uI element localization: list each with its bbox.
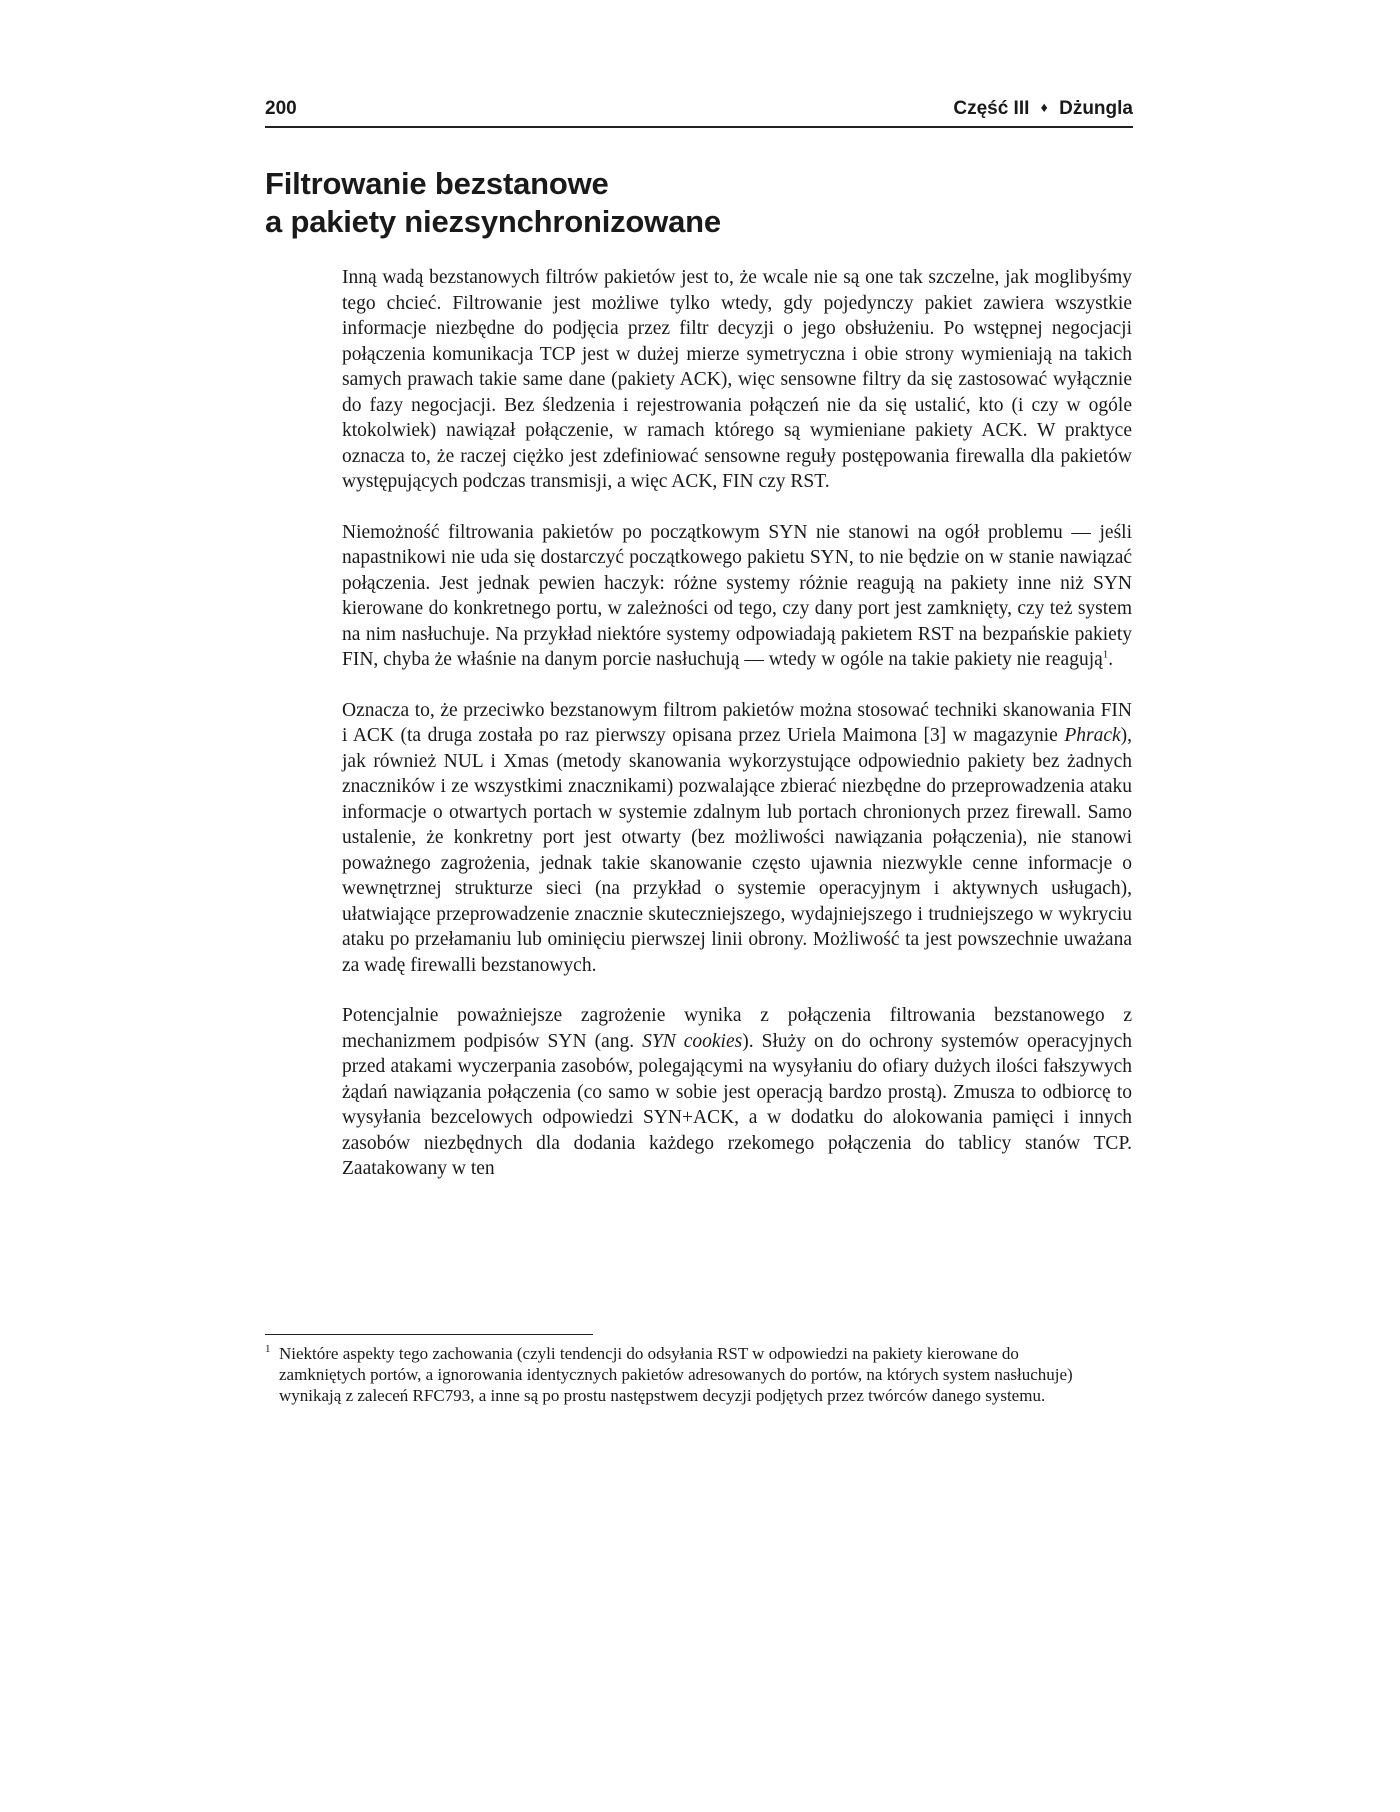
running-header	[265, 98, 1133, 128]
term-syn-cookies: SYN cookies	[642, 1030, 743, 1052]
paragraph-3	[342, 698, 1132, 979]
paragraph-2	[342, 520, 1132, 673]
diamond-separator-icon: ♦	[1040, 99, 1048, 115]
body-text	[342, 265, 1132, 1207]
magazine-name: Phrack	[1064, 725, 1121, 746]
chapter-label: Dżungla	[1059, 98, 1133, 119]
section-title-line2: a pakiety niezsynchronizowane	[265, 204, 721, 239]
paragraph-4-text-b: ). Służy on do ochrony systemów operacyjnych przed atakami wyczerpania zasobów, polegającymi na wysyłaniu do ofiary dużych ilości fałszywych żądań nawiązania połączenia (co samo w sobie jest operacją bardzo prostą). Zmusza to odbiorcę to wysyłania bezcelowych odpowiedzi SYN+ACK, a w dodatku do alokowania pamięci i innych zasobów niezbędnych dla dodania każdego rzekomego połączenia do tablicy stanów TCP. Zaatakowany w ten	[342, 1030, 1133, 1179]
running-title	[953, 98, 1133, 120]
section-title-line1: Filtrowanie bezstanowe	[265, 166, 609, 201]
paragraph-3-text-b: ), jak również NUL i Xmas (metody skanowania wykorzystujące odpowiednio pakiety bez żadnych znaczników i ze wszystkimi znacznikami) pozwalające zbierać niezbędne do przeprowadzenia ataku informacje o otwartych portach w systemie zdalnym lub portach chronionych przez firewall. Samo ustalenie, że konkretny port jest otwarty (bez możliwości nawiązania połączenia), nie stanowi poważnego zagrożenia, jednak takie skanowanie często ujawnia niezwykle cenne informacje o wewnętrznej strukturze sieci (na przykład o systemie operacyjnym i aktywnych usługach), ułatwiające przeprowadzenie znacznie skuteczniejszego, wydajniejszego i trudniejszego w wykryciu ataku po przełamaniu lub ominięciu pierwszej linii obrony. Możliwość ta jest powszechnie uważana za wadę firewalli bezstanowych.	[342, 725, 1132, 976]
paragraph-4-text-a: Potencjalnie poważniejsze zagrożenie wynika z połączenia filtrowania bezstanowego z mechanizmem podpisów SYN (ang.	[342, 1005, 1132, 1052]
paragraph-2-text: Niemożność filtrowania pakietów po początkowym SYN nie stanowi na ogół problemu — jeśli napastnikowi nie uda się dostarczyć początkowego pakietu SYN, to nie będzie on w stanie nawiązać połączenia. Jest jednak pewien haczyk: różne systemy różnie reagują na pakiety inne niż SYN kierowane do konkretnego portu, w zależności od tego, czy dany port jest zamknięty, czy też system na nim nasłuchuje. Na przykład niektóre systemy odpowiadają pakietem RST na bezpańskie pakiety FIN, chyba że właśnie na danym porcie nasłuchują — wtedy w ogóle na takie pakiety nie reagują	[342, 521, 1132, 670]
paragraph-3-text-a: Oznacza to, że przeciwko bezstanowym filtrom pakietów można stosować techniki skanowania FIN i ACK (ta druga została po raz pierwszy opisana przez Uriela Maimona [3] w magazynie	[342, 699, 1132, 746]
section-title	[265, 165, 1133, 241]
paragraph-4	[342, 1003, 1132, 1182]
paragraph-2-end: .	[1108, 649, 1114, 670]
footnote-mark: 1	[265, 1343, 271, 1355]
footnote	[265, 1343, 1133, 1406]
footnote-text: Niektóre aspekty tego zachowania (czyli tendencji do odsyłania RST w odpowiedzi na pakiety kierowane do zamkniętych portów, a ignorowania identycznych pakietów adresowanych do portów, na których system nasłuchuje) wynikają z zaleceń RFC793, a inne są po prostu następstwem decyzji podjętych przez twórców danego systemu.	[279, 1344, 1073, 1405]
part-label: Część III	[953, 98, 1030, 119]
page-number: 200	[265, 98, 297, 119]
footnote-reference: 1	[1102, 648, 1109, 661]
footnote-divider	[265, 1334, 593, 1335]
paragraph-1: Inną wadą bezstanowych filtrów pakietów jest to, że wcale nie są one tak szczelne, jak moglibyśmy tego chcieć. Filtrowanie jest możliwe tylko wtedy, gdy pojedynczy pakiet zawiera wszystkie informacje niezbędne do podjęcia przez filtr decyzji o jego obsłużeniu. Po wstępnej negocjacji połączenia komunikacja TCP jest w dużej mierze symetryczna i obie strony wymieniają na takich samych prawach takie same dane (pakiety ACK), więc sensowne filtry da się zastosować wyłącznie do fazy negocjacji. Bez śledzenia i rejestrowania połączeń nie da się ustalić, kto (i czy w ogóle ktokolwiek) nawiązał połączenie, w ramach którego są wymieniane pakiety ACK. W praktyce oznacza to, że raczej ciężko jest zdefiniować sensowne reguły postępowania firewalla dla pakietów występujących podczas transmisji, a więc ACK, FIN czy RST.	[342, 267, 1132, 492]
